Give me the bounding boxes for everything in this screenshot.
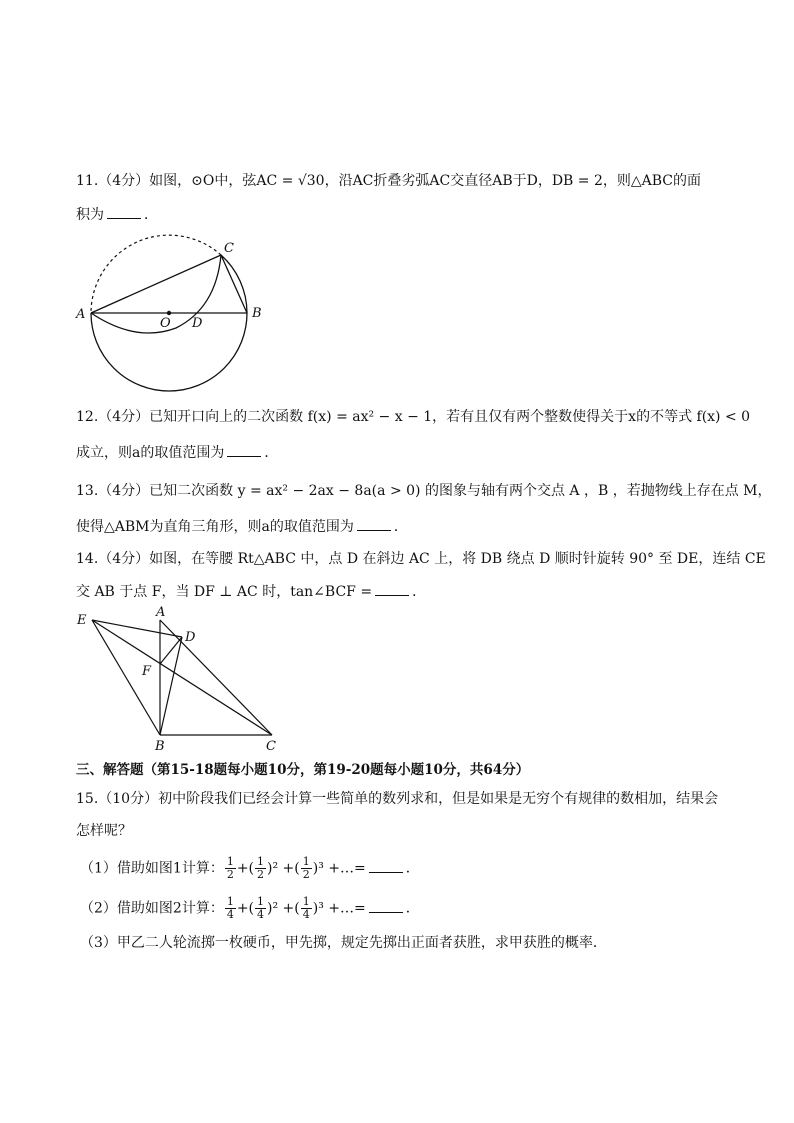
chord-cb <box>221 255 247 313</box>
segment-db <box>160 637 182 735</box>
operator: +( <box>236 900 255 917</box>
denominator: 2 <box>226 868 234 881</box>
label-c: C <box>224 241 234 256</box>
numerator: 1 <box>302 895 310 908</box>
q13-text-2: 使得△ABM为直角三角形，则a的取值范围为 <box>76 519 354 535</box>
fraction <box>301 896 312 921</box>
chord-ac <box>91 255 221 313</box>
denominator: 4 <box>302 908 310 921</box>
answer-blank[interactable] <box>369 900 403 913</box>
part1-label: （1）借助如图1计算： <box>80 860 224 877</box>
q12-line1 <box>76 408 750 426</box>
q14-line2 <box>76 583 426 601</box>
period: ． <box>412 584 427 600</box>
answer-blank[interactable] <box>227 444 261 457</box>
answer-blank[interactable] <box>375 583 409 596</box>
q15-part3 <box>80 934 607 952</box>
operator: )³ +…= <box>312 900 366 917</box>
part3-text: （3）甲乙二人轮流掷一枚硬币，甲先掷，规定先掷出正面者获胜，求甲获胜的概率． <box>80 935 607 951</box>
q12-text-2: 成立，则a的取值范围为 <box>76 445 225 461</box>
q14-text: 14.（4分）如图，在等腰 Rt△ABC 中，点 D 在斜边 AC 上，将 DB 绕点 D 顺时针旋转 90° 至 DE，连结 CE <box>76 551 766 567</box>
label-d: D <box>192 316 203 331</box>
label-f: F <box>142 664 152 679</box>
denominator: 2 <box>257 868 265 881</box>
fraction <box>225 896 236 921</box>
numerator: 1 <box>257 895 265 908</box>
q14-text-2: 交 AB 于点 F，当 DF ⊥ AC 时，tan∠BCF = <box>76 584 373 600</box>
numerator: 1 <box>302 855 310 868</box>
figure-triangle <box>76 605 286 755</box>
fraction <box>225 856 236 881</box>
circle-dashed-arc <box>91 235 221 313</box>
label-b: B <box>252 306 262 321</box>
figure-circle <box>76 238 276 398</box>
label-e: E <box>77 613 87 628</box>
label-d: D <box>185 630 196 645</box>
fraction <box>255 896 266 921</box>
period: ． <box>393 519 408 535</box>
period: ． <box>144 207 158 223</box>
center-point <box>167 311 171 315</box>
denominator: 2 <box>302 868 310 881</box>
q15-text: 15.（10分）初中阶段我们已经会计算一些简单的数列求和，但是如果是无穷个有规律的数相加，结果会 <box>76 791 719 807</box>
operator: +( <box>236 860 255 877</box>
label-c: C <box>266 739 276 754</box>
segment-ac <box>160 620 272 735</box>
fraction <box>301 856 312 881</box>
label-b: B <box>155 739 165 754</box>
q13-text: 13.（4分）已知二次函数 y = ax² − 2ax − 8a(a > 0) 的图象与轴有两个交点 A ，B ，若抛物线上存在点 M， <box>76 483 772 499</box>
operator: )³ +…= <box>312 860 366 877</box>
fraction <box>255 856 266 881</box>
numerator: 1 <box>226 895 234 908</box>
part2-label: （2）借助如图2计算： <box>80 900 224 917</box>
numerator: 1 <box>257 855 265 868</box>
operator: )² +( <box>267 900 300 917</box>
q15-text-2: 怎样呢？ <box>76 823 132 839</box>
q11-text-2: 积为 <box>76 207 104 223</box>
answer-blank[interactable] <box>107 206 141 219</box>
q15-part2 <box>80 896 420 921</box>
q15-line1 <box>76 790 718 808</box>
q14-line1 <box>76 550 766 568</box>
label-o: O <box>160 316 171 331</box>
period: ． <box>405 900 420 917</box>
q13-line1 <box>76 482 771 500</box>
q15-part1 <box>80 856 420 881</box>
label-a: A <box>76 307 86 322</box>
denominator: 4 <box>226 908 234 921</box>
denominator: 4 <box>257 908 265 921</box>
answer-blank[interactable] <box>357 518 391 531</box>
label-a: A <box>156 605 166 620</box>
period: ． <box>405 860 420 877</box>
q13-line2 <box>76 518 408 536</box>
q11-line2 <box>76 206 158 224</box>
q11-text: 11.（4分）如图，⊙O中，弦AC = √30，沿AC折叠劣弧AC交直径AB于D，DB = 2，则△ABC的面 <box>76 173 702 189</box>
section-heading: 三、解答题（第15-18题每小题10分，第19-20题每小题10分，共64分） <box>76 762 530 778</box>
operator: )² +( <box>267 860 300 877</box>
q12-line2 <box>76 444 278 462</box>
answer-blank[interactable] <box>369 860 403 873</box>
period: ． <box>264 445 279 461</box>
numerator: 1 <box>226 855 234 868</box>
q11-line1 <box>76 172 701 190</box>
q12-text: 12.（4分）已知开口向上的二次函数 f(x) = ax² − x − 1，若有且仅有两个整数使得关于x的不等式 f(x) < 0 <box>76 409 751 425</box>
q15-line2 <box>76 822 132 840</box>
